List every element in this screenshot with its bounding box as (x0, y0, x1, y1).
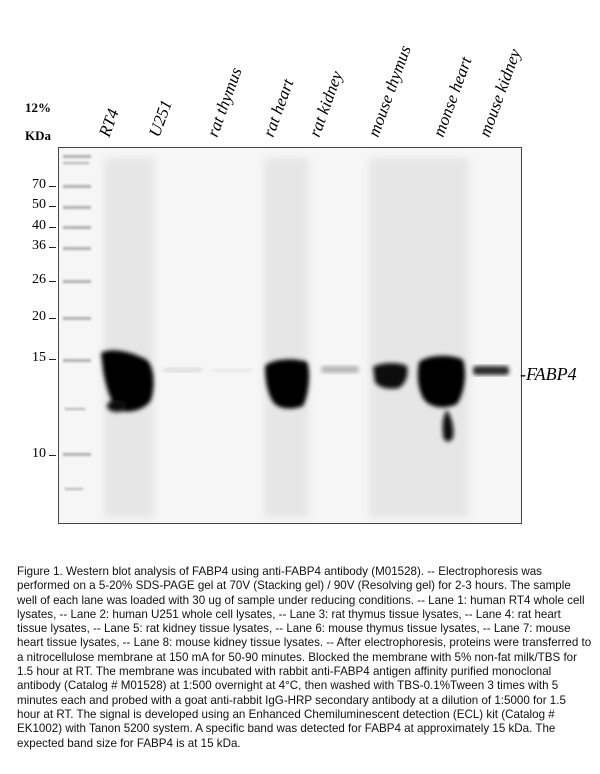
marker-label-40: 40 (32, 218, 46, 233)
band-lane-1 (101, 350, 154, 412)
kda-unit-label: KDa (25, 128, 51, 143)
marker-tick-50 (49, 206, 56, 207)
lane-label-8: mouse kidney (475, 46, 525, 140)
lane-label-1: RT4 (95, 106, 123, 140)
marker-tick-20 (49, 318, 56, 319)
lane-label-2: U251 (145, 97, 176, 140)
lane-label-4: rat heart (259, 76, 298, 140)
marker-label-70: 70 (32, 177, 46, 192)
marker-tick-15 (49, 359, 56, 360)
figure-caption: Figure 1. Western blot analysis of FABP4 using anti-FABP4 antibody (M01528). -- Electrophoresis was performed on a 5-20% SDS-PAGE gel at 70V (Stacking gel) / 90V (Resolving gel) for 2-3 hours. The sample well of each lane was loaded with 30 ug of sample under reducing conditions. -- Lane 1: human RT4 whole cell lysates, -- Lane 2: human U251 whole cell lysates, -- Lane 3: rat thymus tissue lysates, -- Lane 4: rat heart tissue lysates, -- Lane 5: rat kidney tissue lysates, -- Lane 6: mouse thymus tissue lysates, -- Lane 7: mouse heart tissue lysates, -- Lane 8: mouse kidney tissue lysates. -- After electrophoresis, proteins were transferred to a nitrocellulose membrane at 150 mA for 50-90 minutes. Blocked the membrane with 5% non-fat milk/TBS for 1.5 hour at RT. The membrane was incubated with rabbit anti-FABP4 antigen affinity purified monoclonal antibody (Catalog # M01528) at 1:500 overnight at 4°C, then washed with TBS-0.1%Tween 3 times with 5 minutes each and probed with a goat anti-rabbit IgG-HRP secondary antibody at a dilution of 1:5000 for 1.5 hour at RT. The signal is developed using an Enhanced Chemiluminescent detection (ECL) kit (Catalog # EK1002) with Tanon 5200 system. A specific band was detected for FABP4 at approximately 15 kDa. The expected band size for FABP4 is at 15 kDa. (17, 565, 592, 750)
marker-tick-26 (49, 281, 56, 282)
band-lane-6 (373, 363, 408, 389)
marker-label-20: 20 (32, 309, 46, 324)
marker-label-26: 26 (32, 272, 46, 287)
marker-label-10: 10 (32, 446, 46, 461)
blot-graphic (59, 148, 521, 523)
marker-label-15: 15 (32, 350, 46, 365)
western-blot-image (58, 147, 522, 524)
marker-label-50: 50 (32, 197, 46, 212)
marker-tick-40 (49, 227, 56, 228)
band-lane-8 (473, 366, 509, 375)
marker-label-36: 36 (32, 238, 46, 253)
band-lane-5 (321, 366, 359, 373)
lane-label-3: rat thymus (203, 64, 246, 140)
marker-tick-10 (49, 455, 56, 456)
gel-percentage: 12% (25, 100, 51, 115)
lane-label-7: monse heart (429, 54, 476, 140)
band-lane-3 (214, 369, 252, 372)
band-lane-2 (164, 368, 202, 372)
marker-tick-70 (49, 186, 56, 187)
lane-label-5: rat kidney (305, 68, 347, 140)
marker-tick-36 (49, 247, 56, 248)
fabp4-band-label: -FABP4 (520, 364, 577, 384)
lane-label-6: mouse thymus (364, 42, 415, 140)
